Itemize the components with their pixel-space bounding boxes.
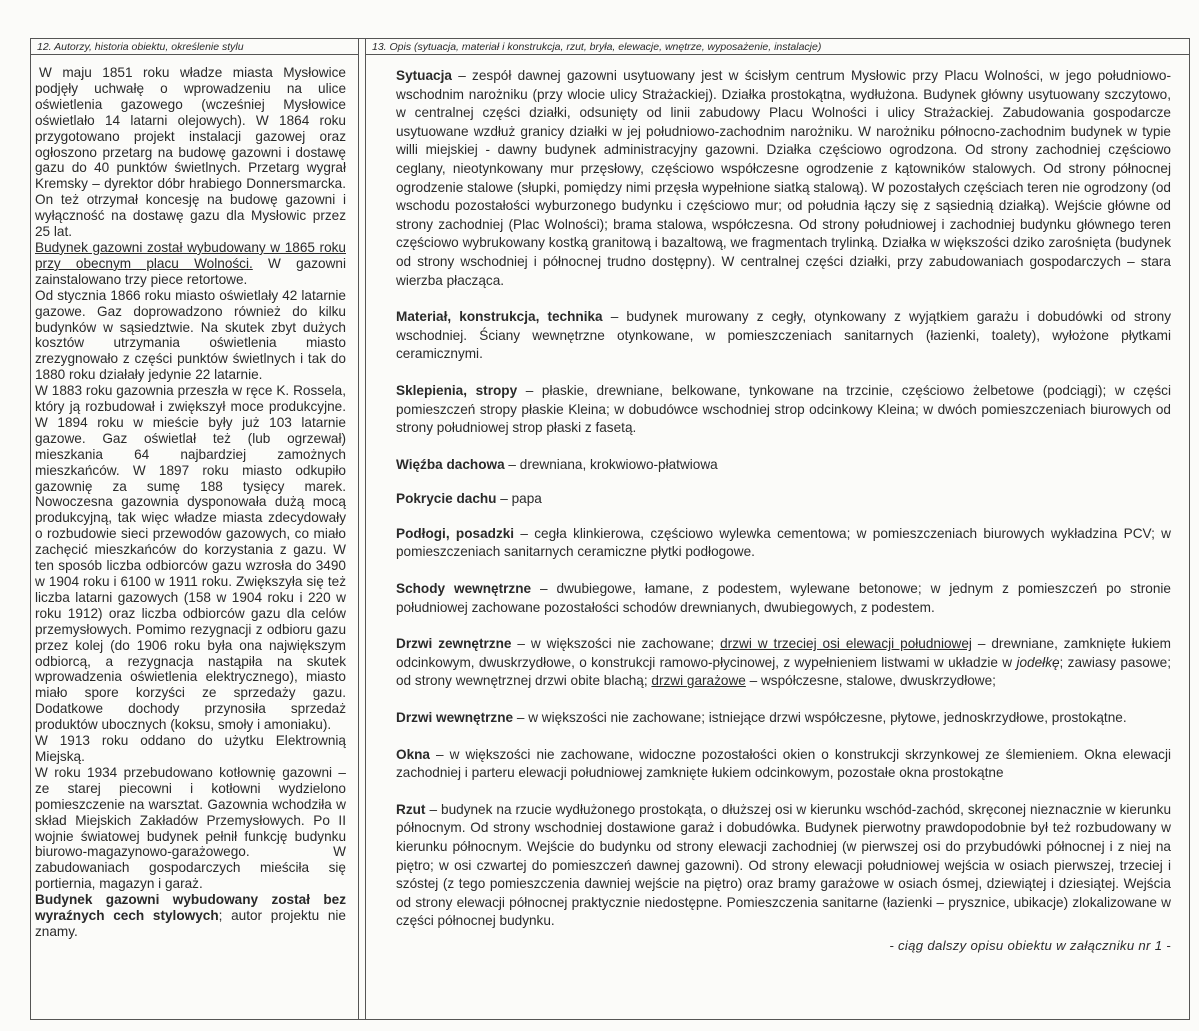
document-form (30, 38, 1190, 1020)
build-date-underlined: Budynek gazowni został wybudowany w 1865 roku przy obecnym placu Wolności. (35, 239, 346, 271)
section-label: Rzut (396, 801, 426, 817)
history-column (31, 39, 359, 1019)
style-paragraph (35, 892, 346, 940)
section-schody (396, 580, 1171, 617)
section-label: Więźba dachowa (396, 456, 505, 472)
section-okna (396, 746, 1171, 783)
history-paragraph: Od stycznia 1866 roku miasto oświetlały 42 latarnie gazowe. Gaz doprowadzono również do kilku budynków w sąsiedztwie. Na skutek zbyt dużych kosztów utrzymania oświetlenia miasto zrezygnowało z części punktów świetlnych i tak do 1880 roku działały jedynie 22 latarnie. (35, 287, 346, 383)
section-body: – w większości nie zachowane, widoczne pozostałości okien o konstrukcji skrzynkowej ze ślemieniem. Okna elewacji zachodniej i parteru elewacji południowej zamknięte łukiem odcinkowym, pozostałe okna prostokątne (396, 746, 1171, 781)
section-label: Drzwi zewnętrzne (396, 636, 512, 652)
section-rzut (396, 801, 1171, 931)
section-body: – drewniane, zamknięte łukiem odcinkowym, dwuskrzydłowe, o konstrukcji ramowo-płycinowej, z wypełnieniem listwami w układzie w (396, 636, 1171, 670)
section-label: Pokrycie dachu (396, 491, 497, 507)
description-text (366, 55, 1189, 956)
section-podlogi (396, 525, 1171, 562)
description-column (365, 39, 1189, 1019)
section-pokrycie (396, 490, 1171, 509)
section-body: – drewniana, krokwiowo-płatwiowa (504, 456, 718, 472)
section-body: – w większości nie zachowane; (511, 636, 721, 652)
section-drzwi-zewnetrzne (396, 635, 1171, 691)
section-label: Sklepienia, stropy (396, 382, 518, 398)
section-body: – współczesne, stalowe, dwuskrzydłowe; (745, 673, 996, 689)
section-material (396, 308, 1171, 364)
section-sytuacja (396, 67, 1171, 290)
section-body: – papa (496, 491, 542, 507)
continuation-note: - ciąg dalszy opisu obiektu w załączniku nr 1 - (889, 937, 1171, 953)
history-paragraph: W 1913 roku oddano do użytku Elektrownią Miejską. (35, 733, 346, 764)
section-body: ; zawiasy pasowe; od strony wewnętrznej drzwi obite blachą; (396, 654, 1171, 689)
style-statement: Budynek gazowni wybudowany został bez wyraźnych cech stylowych (35, 892, 346, 924)
section-drzwi-wewnetrzne (396, 709, 1171, 728)
history-paragraph: W maju 1851 roku władze miasta Mysłowice podjęły uchwałę o wprowadzeniu na ulice oświetlenia gazowego (wcześniej Mysłowice oświetlało 14 latarni olejowych). W 1864 roku przygotowano projekt instalacji gazowej oraz ogłoszono przetarg na budowę gazowni i dostawę gazu do 40 punktów świetlnych. Przetarg wygrał Kremsky – dyrektor dóbr hrabiego Donnersmarcka. On też otrzymał koncesję na budowę gazowni i wyłączność na dostawę gazu dla Mysłowic przez 25 lat. (35, 65, 346, 240)
section-label: Okna (396, 746, 430, 762)
history-text (31, 55, 358, 940)
section-body: – płaskie, drewniane, belkowane, tynkowane na trzcinie, częściowo żelbetowe (podciągi); w części pomieszczeń stropy płaskie Kleina; w dobudówce wschodniej strop odcinkowy Kleina; w dwóch pomieszczeniach biurowych od strony południowej strop płaski z fasetą. (396, 382, 1171, 436)
style-rest: ; autor projektu nie znamy. (35, 908, 346, 939)
section-label: Sytuacja (396, 68, 452, 83)
section-body: – budynek na rzucie wydłużonego prostokąta, o dłuższej osi w kierunku wschód-zachód, skręconej nieznacznie w kierunku północnym. Od strony wschodniej dostawione garaż i dobudówka. Budynek pierwotny prawdopodobnie był też rozbudowany w kierunku północnym. Wejście do budynku od strony elewacji zachodniej (w pierwszej osi do przybudówki północnej i z niej na piętro; w osi czwartej do pomieszczeń dawnej gazowni). Od strony elewacji południowej wejścia w osiach pierwszej, trzeciej i szóstej (z tego pomieszczenia dawniej wejście na piętro) oraz bramy garażowe w osiach ósmej, dziewiątej i dziesiątej. Wejścia od strony elewacji północnej praktycznie niedostępne. Pomieszczenia sanitarne (łazienki – prysznice, ubikacje) zlokalizowane w części północnej budynku. (396, 801, 1171, 929)
history-text-span: W gazowni zainstalowano trzy piece retortowe. (35, 255, 346, 287)
section-label: Schody wewnętrzne (396, 581, 532, 597)
history-paragraph: W roku 1934 przebudowano kotłownię gazowni – ze starej piecowni i kotłowni wydzielono pomieszczenie na warsztat. Gazownia wchodziła w skład Miejskich Zakładów Przemysłowych. Po II wojnie światowej budynek pełnił funkcję budynku biurowo-magazynowo-garażowego. W zabudowaniach gospodarczych mieściła się portiernia, magazyn i garaż. (35, 764, 346, 892)
underlined-phrase: drzwi garażowe (651, 673, 746, 689)
description-header: 13. Opis (sytuacja, materiał i konstrukcja, rzut, bryła, elewacje, wnętrze, wyposażenie, instalacje) (366, 39, 1189, 55)
section-label: Drzwi wewnętrzne (396, 710, 514, 726)
section-sklepienia (396, 382, 1171, 438)
section-body: – zespół dawnej gazowni usytuowany jest w ścisłym centrum Mysłowic przy Placu Wolności, w jego południowo-wschodnim narożniku (przy wlocie ulicy Strażackiej). Działka prostokątna, wydłużona. Budynek główny usytuowany szczytowo, w centralnej części działki, odsunięty od linii zabudowy Placu Wolności i ulicy Strażackiej. Zabudowania gospodarcze usytuowane wzdłuż granicy działki w jej południowo-zachodnim narożniku. W narożniku północno-zachodnim budynek w typie willi miejskiej - dawny budynek administracyjny gazowni. Działka częściowo ogrodzona. Od strony zachodniej częściowo ceglany, nieotynkowany mur przęsłowy, częściowo współczesne ogrodzenie z kątowników stalowych. Od strony północnej ogrodzenie stalowe (słupki, pomiędzy nimi przęsła wypełnione siatką stalową). W pozostałych częściach teren nie ogrodzony (od wschodu pozostałości wyburzonego budynku i częściowo mur; od południa łączy się z sąsiednią działką). Wejście główne od strony zachodniej (Plac Wolności); brama stalowa, współczesna. Od strony południowej i zachodniej budynku głównego teren częściowo wybrukowany kostką granitową i bazaltową, we fragmentach trylinką. Działka w większości dziko zarośnięta (budynek od strony wschodniej i północnej trudno dostępny). W centralnej części działki, przy zabudowaniach gospodarczych – stara wierzba płacząca. (396, 68, 1171, 288)
underlined-phrase: drzwi w trzeciej osi elewacji południowej (720, 636, 972, 652)
section-body: – budynek murowany z cegły, otynkowany z wyjątkiem garażu i dobudówki od strony wschodniej. Ściany wewnętrzne otynkowane, w pomieszczeniach sanitarnych (łazienki, toalety), wyłożone płytkami ceramicznymi. (396, 309, 1171, 362)
section-wiezba (396, 456, 1171, 475)
section-label: Podłogi, posadzki (396, 525, 515, 541)
section-body: – cegła klinkierowa, częściowo wylewka cementowa; w pomieszczeniach biurowych wykładzina PCV; w pomieszczeniach sanitarnych ceramiczne płytki podłogowe. (396, 525, 1171, 560)
italic-phrase: jodełkę (1016, 654, 1060, 670)
section-body: – dwubiegowe, łamane, z podestem, wylewane betonowe; w jednym z pomieszczeń po stronie południowej zachowane pozostałości schodów drewnianych, dwubiegowych, z podestem. (396, 581, 1171, 615)
history-paragraph: W 1883 roku gazownia przeszła w ręce K. Rossela, który ją rozbudował i zwiększył moce produkcyjne. W 1894 roku w mieście były już 103 latarnie gazowe. Gaz oświetlał też (lub ogrzewał) mieszkania 64 najbardziej zamożnych mieszkańców. W 1897 roku miasto odkupiło gazownię za sumę 188 tysięcy marek. Nowoczesna gazownia dysponowała dużą mocą produkcyjną, tak więc władze miasta zdecydowały o rozbudowie sieci przewodów gazowych, co miało zachęcić mieszkańców do korzystania z gazu. W ten sposób liczba odbiorców gazu wzrosła do 3490 w 1904 roku i 6100 w 1911 roku. Zwiększyła się też liczba latarni gazowych (158 w 1904 roku i 220 w roku 1912) oraz liczba odbiorców gazu dla celów przemysłowych. Pomimo rezygnacji z odbioru gazu przez kolej (do 1906 roku była ona największym odbiorcą, a rezygnacja nastąpiła na skutek wprowadzenia oświetlenia elektrycznego), miasto miało spore korzyści ze sprzedaży gazu. Dodatkowe dochody przynosiła sprzedaż produktów ubocznych (koksu, smoły i amoniaku). (35, 383, 346, 733)
section-body: – w większości nie zachowane; istniejące drzwi współczesne, płytowe, jednoskrzydłowe, prostokątne. (513, 710, 1127, 726)
history-paragraph (35, 240, 346, 288)
history-header: 12. Autorzy, historia obiektu, określenie stylu (31, 39, 358, 55)
section-label: Materiał, konstrukcja, technika (396, 309, 603, 325)
